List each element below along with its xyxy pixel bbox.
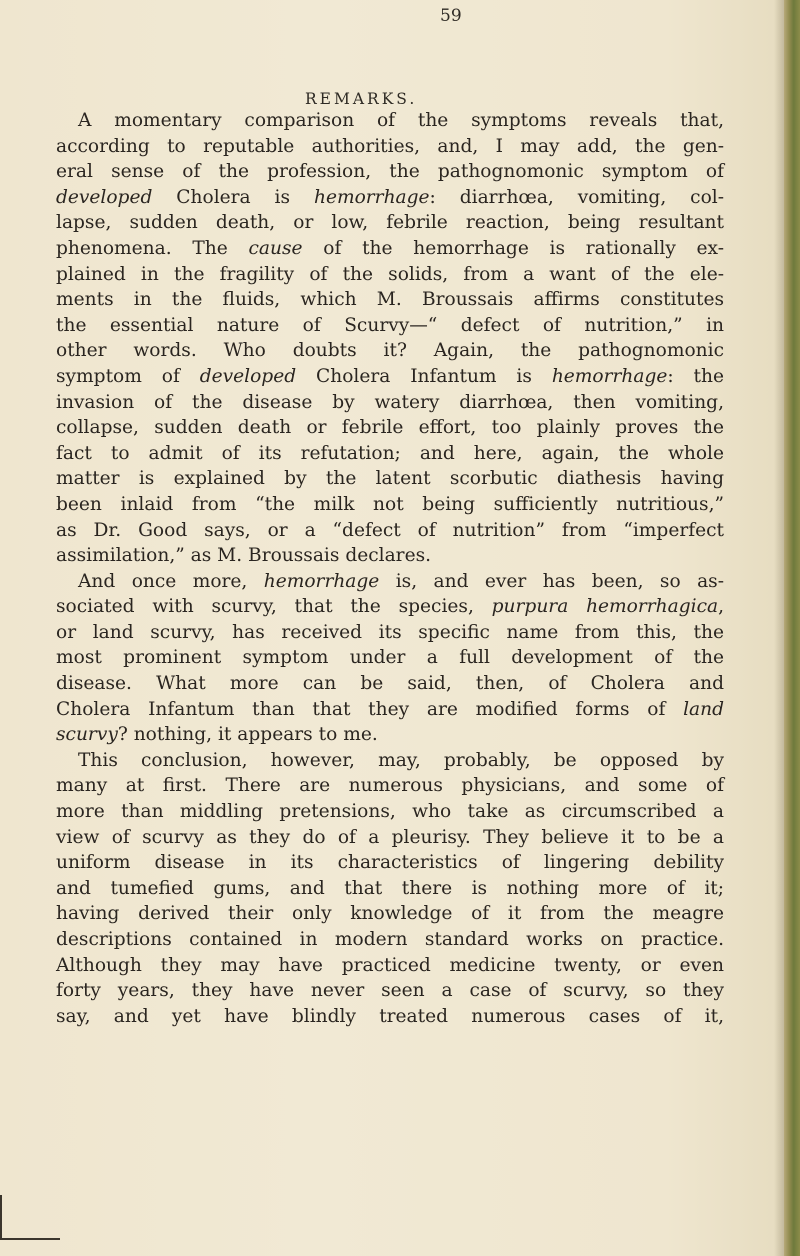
text-line: [56, 108, 724, 134]
text-segment: as Dr. Good says, or a “defect of nutrition” from “imperfect: [56, 519, 724, 541]
text-line: [56, 415, 724, 441]
text-line: [56, 338, 724, 364]
text-segment: ments in the fluids, which M. Broussais affirms constitutes: [56, 289, 724, 311]
text-segment: other words. Who doubts it? Again, the pathognomonic: [56, 340, 724, 362]
text-line: [56, 390, 724, 416]
text-line: [56, 364, 724, 390]
text-segment: Cholera is: [152, 186, 314, 208]
text-line: [56, 773, 724, 799]
text-line: [56, 697, 724, 723]
text-segment: or land scurvy, has received its specific name from this, the: [56, 621, 724, 643]
corner-rule: [0, 1238, 60, 1240]
text-line: [56, 799, 724, 825]
text-segment: of the hemorrhage is rationally ex-: [302, 237, 724, 259]
text-segment: fact to admit of its refutation; and here, again, the whole: [56, 442, 724, 464]
text-line: [56, 492, 724, 518]
text-line: [56, 287, 724, 313]
text-segment: the essential nature of Scurvy—“ defect of nutrition,” in: [56, 314, 724, 336]
text-segment: forty years, they have never seen a case of scurvy, so they: [56, 980, 724, 1002]
text-segment: ? nothing, it appears to me.: [117, 724, 378, 746]
italic-text: land: [683, 698, 724, 720]
text-segment: Although they may have practiced medicine twenty, or even: [56, 954, 724, 976]
text-line: [56, 159, 724, 185]
text-segment: phenomena. The: [56, 237, 249, 259]
text-line: [56, 543, 724, 569]
italic-text: cause: [248, 237, 303, 259]
binding-shadow: [774, 0, 784, 1256]
text-line: [56, 185, 724, 211]
text-line: [56, 953, 724, 979]
text-line: [56, 466, 724, 492]
text-segment: descriptions contained in modern standard works on practice.: [56, 929, 724, 950]
text-line: [56, 901, 724, 927]
text-segment: collapse, sudden death or febrile effort, too plainly proves the: [56, 417, 724, 439]
text-segment: This conclusion, however, may, probably, be opposed by: [78, 749, 724, 771]
text-segment: view of scurvy as they do of a pleurisy. They believe it to be a: [56, 826, 724, 848]
text-line: [56, 441, 724, 467]
text-line: [56, 876, 724, 902]
italic-text: scurvy: [56, 724, 118, 746]
text-segment: invasion of the disease by watery diarrhœa, then vomiting,: [56, 391, 724, 413]
corner-rule-vertical: [0, 1195, 2, 1240]
text-line: [56, 313, 724, 339]
italic-text: hemorrhage: [551, 365, 668, 387]
text-segment: according to reputable authorities, and, I may add, the gen-: [56, 135, 724, 157]
book-binding-edge: [784, 0, 800, 1256]
running-head: REMARKS.: [305, 90, 418, 108]
page-number: 59: [440, 6, 462, 26]
text-segment: uniform disease in its characteristics of lingering debility: [56, 852, 724, 874]
text-line: [56, 569, 724, 595]
text-line: [56, 850, 724, 876]
italic-text: hemorrhage: [313, 186, 430, 208]
text-segment: is, and ever has been, so as-: [379, 570, 724, 592]
text-segment: Cholera Infantum than that they are modified forms of: [56, 698, 684, 720]
text-segment: many at first. There are numerous physicians, and some of: [56, 775, 724, 797]
text-segment: assimilation,” as M. Broussais declares.: [56, 545, 432, 567]
text-segment: say, and yet have blindly treated numerous cases of it,: [56, 1005, 724, 1027]
body-text: [56, 108, 724, 1029]
text-line: [56, 927, 724, 953]
italic-text: developed: [199, 365, 297, 387]
text-segment: lapse, sudden death, or low, febrile reaction, being resultant: [56, 212, 724, 234]
text-line: [56, 825, 724, 851]
text-line: [56, 722, 724, 748]
text-segment: most prominent symptom under a full development of the: [56, 647, 724, 669]
text-segment: And once more,: [78, 570, 264, 592]
text-segment: more than middling pretensions, who take as circumscribed a: [56, 801, 724, 823]
text-line: [56, 1004, 724, 1030]
italic-text: purpura hemorrhagica: [491, 596, 719, 618]
italic-text: hemorrhage: [263, 570, 380, 592]
text-line: [56, 748, 724, 774]
text-segment: ,: [718, 596, 724, 618]
text-line: [56, 620, 724, 646]
text-segment: disease. What more can be said, then, of Cholera and: [56, 673, 724, 695]
text-line: [56, 262, 724, 288]
text-line: [56, 236, 724, 262]
text-segment: : diarrhœa, vomiting, col-: [429, 186, 724, 208]
text-segment: been inlaid from “the milk not being sufficiently nutritious,”: [56, 493, 724, 515]
text-segment: symptom of: [56, 365, 200, 387]
text-segment: Cholera Infantum is: [296, 365, 552, 387]
text-segment: plained in the fragility of the solids, from a want of the ele-: [56, 263, 724, 285]
text-segment: sociated with scurvy, that the species,: [56, 596, 492, 618]
text-line: [56, 594, 724, 620]
text-line: [56, 978, 724, 1004]
text-segment: A momentary comparison of the symptoms reveals that,: [78, 110, 724, 131]
text-line: [56, 210, 724, 236]
text-segment: and tumefied gums, and that there is nothing more of it;: [56, 877, 724, 899]
text-line: [56, 518, 724, 544]
text-line: [56, 134, 724, 160]
text-segment: matter is explained by the latent scorbutic diathesis having: [56, 468, 724, 490]
text-line: [56, 645, 724, 671]
text-segment: : the: [667, 365, 724, 387]
italic-text: developed: [56, 186, 153, 208]
text-line: [56, 671, 724, 697]
text-segment: having derived their only knowledge of it from the meagre: [56, 903, 724, 925]
text-segment: eral sense of the profession, the pathognomonic symptom of: [56, 161, 724, 183]
